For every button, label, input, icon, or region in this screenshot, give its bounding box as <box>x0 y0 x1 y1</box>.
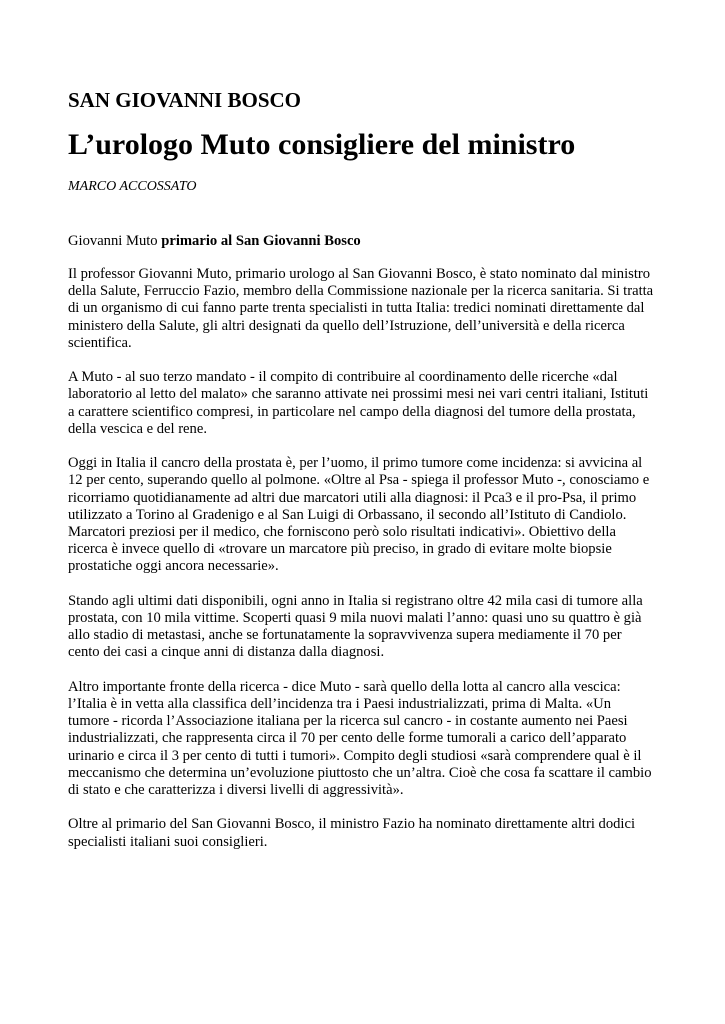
text-line: allo stadio di metastasi, anche se fortunatamente la sopravvivenza supera mediamente il 70 per <box>68 627 622 644</box>
paragraph-3 <box>68 455 668 575</box>
paragraph-2 <box>68 369 668 438</box>
text-line: di un organismo di cui fanno parte trenta specialisti in tutta Italia: tredici nominati direttamente dal <box>68 300 645 317</box>
article-byline: MARCO ACCOSSATO <box>68 179 197 194</box>
paragraph-5 <box>68 679 668 799</box>
text-line: Il professor Giovanni Muto, primario urologo al San Giovanni Bosco, è stato nominato dal ministro <box>68 266 651 282</box>
text-line: Oltre al primario del San Giovanni Bosco, il ministro Fazio ha nominato direttamente altri dodici <box>68 816 636 833</box>
text-line: ricerca è invece quello di «trovare un marcatore più preciso, in grado di evitare molte biopsie <box>68 541 612 558</box>
text-line: Oggi in Italia il cancro della prostata è, per l’uomo, il primo tumore come incidenza: si avvicina al <box>68 455 643 472</box>
paragraph-6 <box>68 816 668 850</box>
photo-caption <box>68 232 361 250</box>
article-headline: L’urologo Muto consigliere del ministro <box>68 128 576 161</box>
text-line: utilizzato a Torino al Gradenigo e al San Luigi di Orbassano, il secondo all’Istituto di Candiolo. <box>68 506 627 523</box>
text-line: tumore - ricorda l’Associazione italiana per la ricerca sul cancro - in costante aumento nei Paesi <box>68 713 628 730</box>
text-line: della Salute, Ferruccio Fazio, membro della Commissione nazionale per la ricerca sanitaria. Si tratta <box>68 283 654 300</box>
text-line: scientifica. <box>68 334 132 351</box>
text-line: ricorriamo quotidianamente ad altri due marcatori utili alla diagnosi: il Pca3 e il pro-Psa, il primo <box>68 489 637 506</box>
paragraph-1 <box>68 266 668 352</box>
text-line: meccanismo che determina un’evoluzione piuttosto che un’altra. Cioè che cosa fa scattare il cambio <box>68 764 652 781</box>
text-line: 12 per cento, superando quello al polmone. «Oltre al Psa - spiega il professor Muto -, conosciamo e <box>68 472 650 489</box>
article-body <box>68 266 668 868</box>
caption-name: Giovanni Muto <box>68 233 158 249</box>
text-line: della vescica e del rene. <box>68 420 207 437</box>
text-line: Marcatori preziosi per il medico, che forniscono però solo risultati indicativi». Obiettivo della <box>68 524 616 541</box>
paragraph-4 <box>68 593 668 662</box>
text-line: a carattere scientifico compresi, in particolare nel campo della diagnosi del tumore della prostata, <box>68 403 636 420</box>
text-line: prostatiche oggi ancora necessarie». <box>68 558 279 575</box>
text-line: cento dei casi a cinque anni di distanza dalla diagnosi. <box>68 644 385 661</box>
text-line: ministero della Salute, gli altri designati da quello dell’Istruzione, dell’università e della ricerca <box>68 317 625 334</box>
text-line: A Muto - al suo terzo mandato - il compito di contribuire al coordinamento delle ricerche «dal <box>68 369 618 386</box>
text-line: di stato e che caratterizza i diversi livelli di aggressività». <box>68 782 404 799</box>
text-line: prostata, con 10 mila vittime. Scoperti quasi 9 mila nuovi malati l’anno: quasi uno su quattro è già <box>68 610 642 627</box>
text-line: l’Italia è in vetta alla classifica dell’incidenza tra i Paesi industrializzati, prima di Malta. «Un <box>68 696 612 713</box>
caption-role: primario al San Giovanni Bosco <box>161 233 361 249</box>
text-line: specialisti italiani suoi consiglieri. <box>68 833 268 850</box>
text-line: urinario e circa il 3 per cento di tutti i tumori». Compito degli studiosi «sarà comprendere qual è il <box>68 747 642 764</box>
section-heading: SAN GIOVANNI BOSCO <box>68 88 301 112</box>
text-line: Stando agli ultimi dati disponibili, ogni anno in Italia si registrano oltre 42 mila casi di tumore alla <box>68 592 643 609</box>
text-line: industrializzati, che rappresenta circa il 70 per cento delle forme tumorali a carico dell’apparato <box>68 730 627 747</box>
text-line: laboratorio al letto del malato» che saranno attivate nei prossimi mesi nei vari centri italiani, Istituti <box>68 386 649 403</box>
text-line: Altro importante fronte della ricerca - dice Muto - sarà quello della lotta al cancro alla vescica: <box>68 678 621 695</box>
